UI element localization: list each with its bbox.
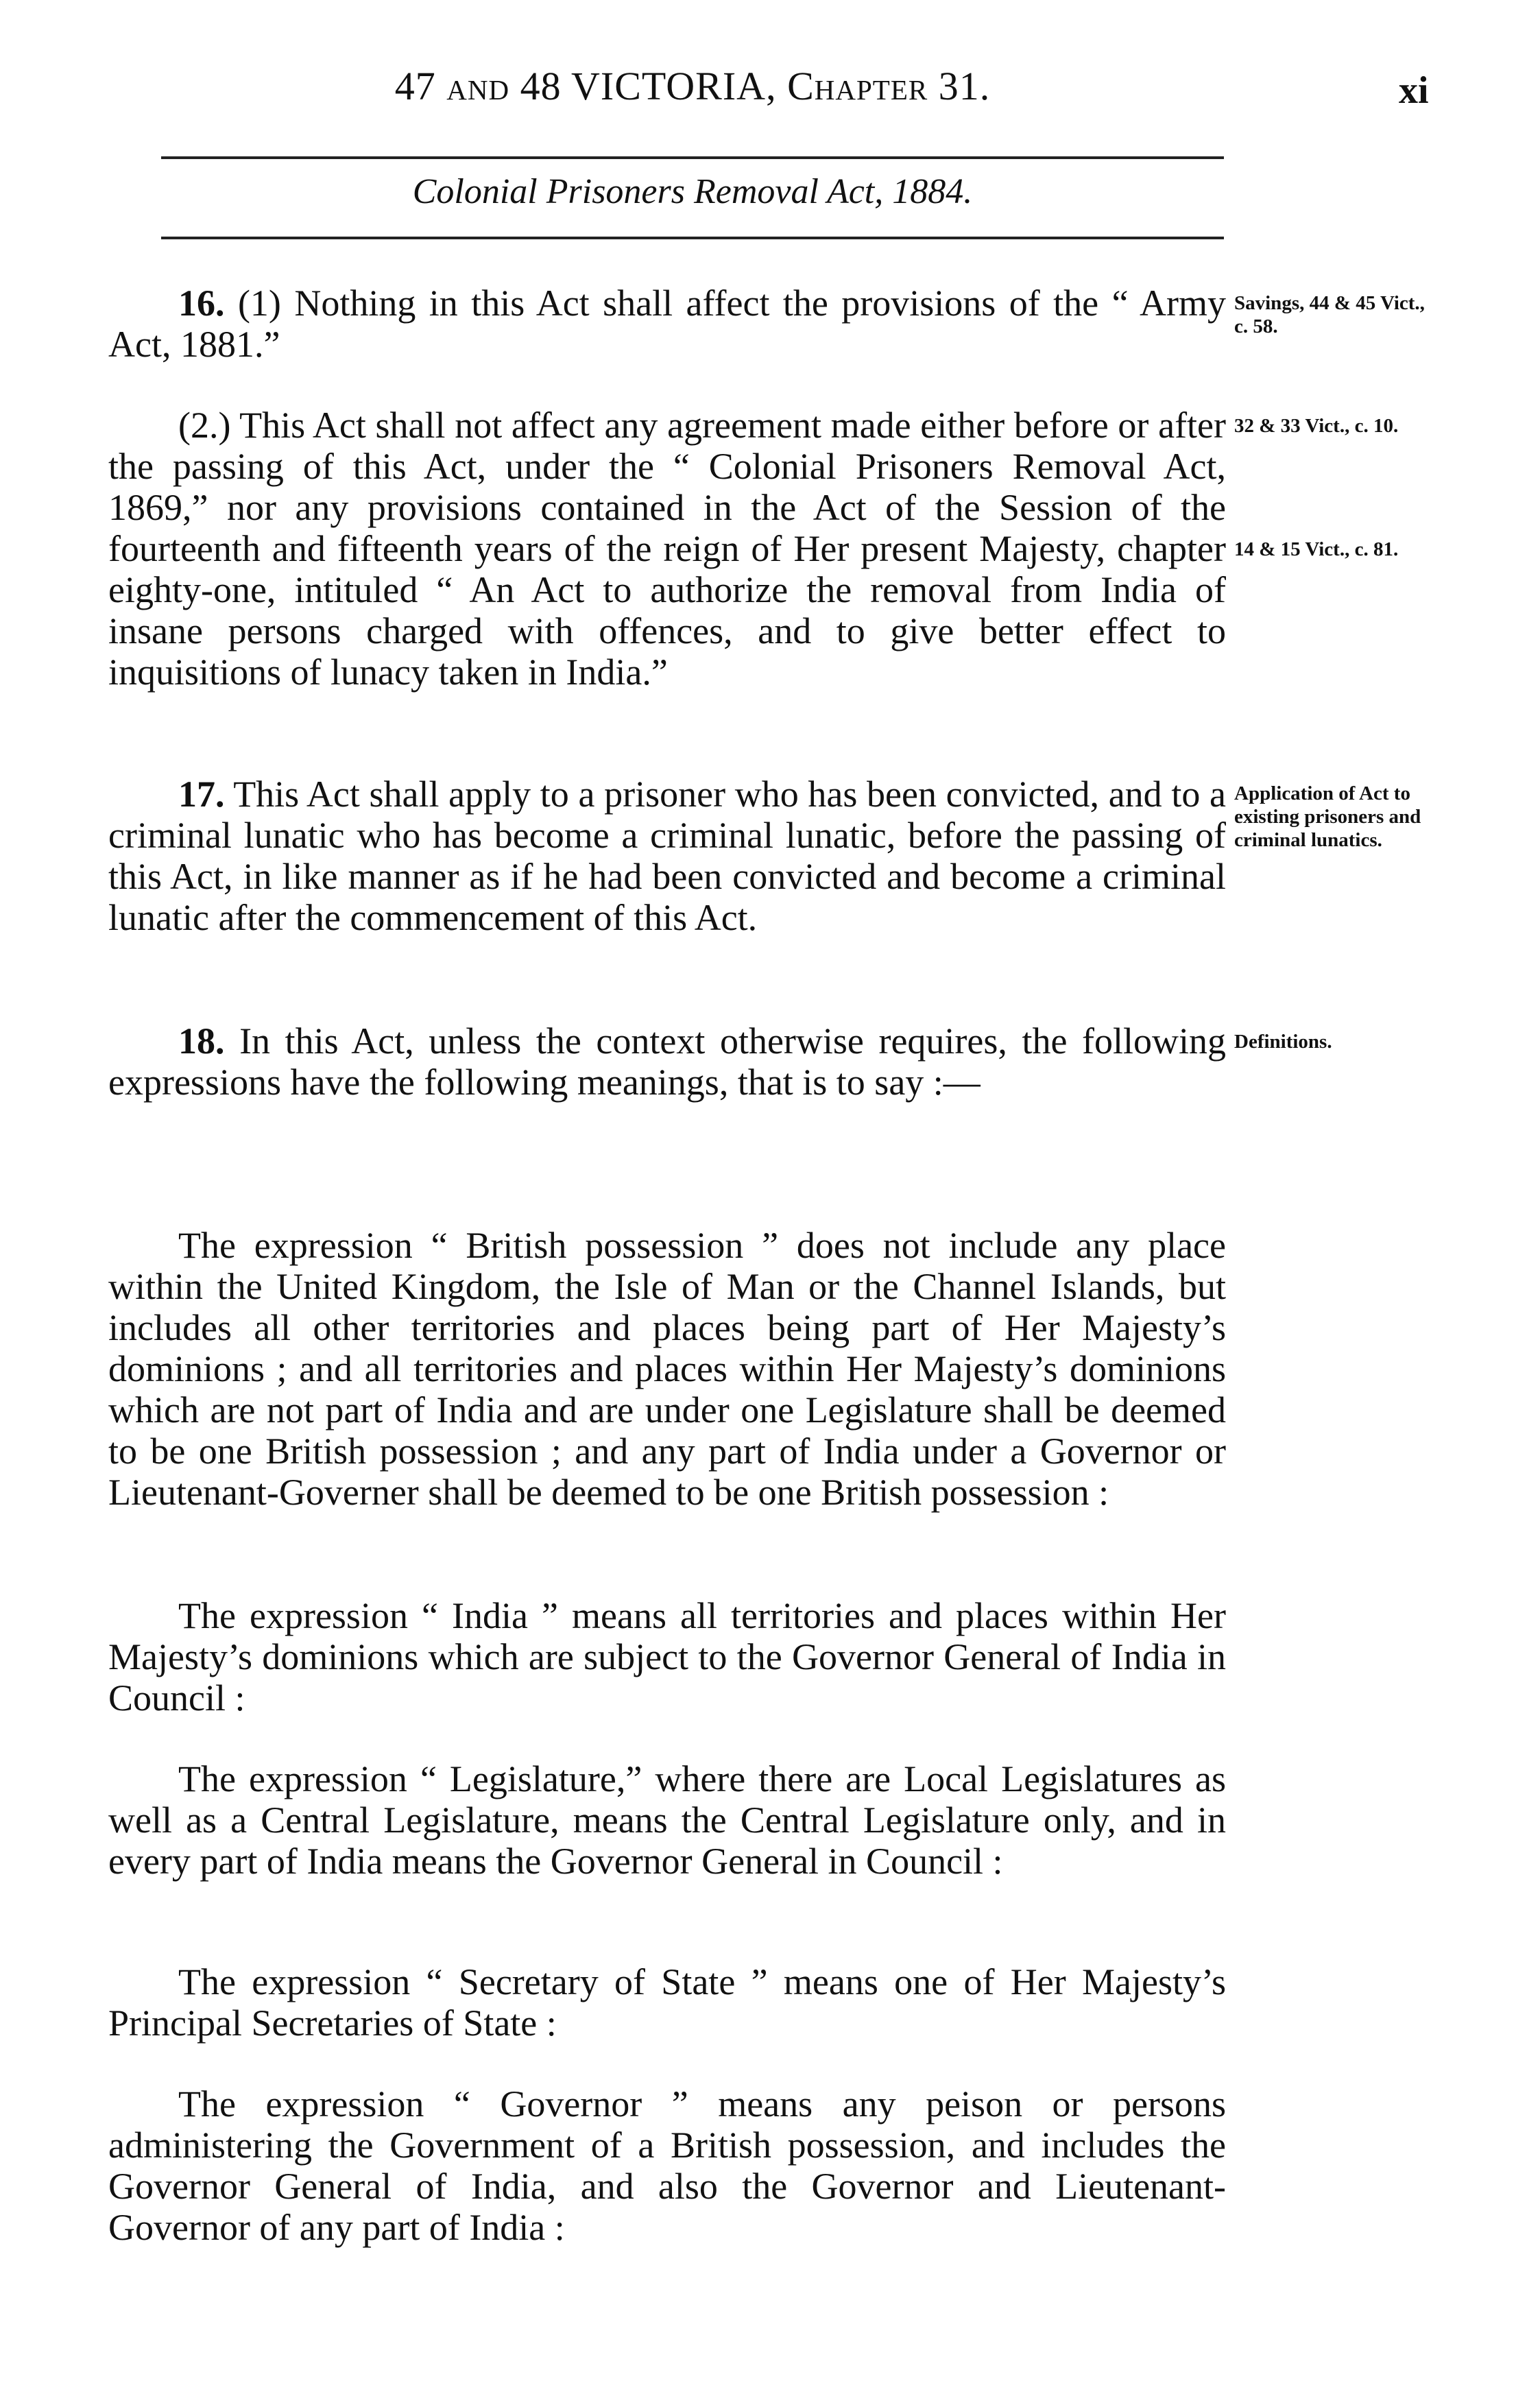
running-head-chapter: hapter [814,64,928,108]
running-head [165,63,1220,109]
header-rule-bottom [161,237,1224,239]
section-text: This Act shall apply to a prisoner who has been convicted, and to a criminal lunatic who has become a criminal lunatic, before the passing of this Act, in like manner as if he had been convicted and become a criminal lunatic after the commencement of this Act. [108,774,1226,938]
running-head-post: 31. [928,64,991,108]
running-head-and: and [446,64,510,108]
running-head-mid: 48 VICTORIA, C [509,64,815,108]
page-number: xi [1399,69,1429,112]
section-text: (2.) This Act shall not affect any agreement made either before or after the passing of this Act, under the “ Colonial Prisoners Removal Act, 1869,” nor any provisions contained in the Act of the Session of the fourteenth and fifteenth years of the reign of Her present Majesty, chapter eighty-one, intituled “ An Act to authorize the removal from India of insane persons charged with offences, and to give better effect to inquisitions of lunacy taken in India.” [108,405,1226,693]
definition-legislature: The expression “ Legislature,” where there are Local Legislatures as well as a Central Legislature, means the Central Legislature only, and in every part of India means the Governor General in Council : [108,1758,1226,1882]
section-text: In this Act, unless the context otherwise requires, the following expressions have the following meanings, that is to say :— [108,1020,1226,1103]
margin-note-savings: Savings, 44 & 45 Vict., c. 58. [1234,292,1425,337]
definition-india: The expression “ India ” means all territories and places within Her Majesty’s dominions which are subject to the Governor General of India in Council : [108,1595,1226,1719]
header-rule-top [161,156,1224,159]
section-text: (1) Nothing in this Act shall affect the provisions of the “ Army Act, 1881.” [108,283,1226,365]
section-number: 18. [178,1020,225,1062]
section-16-2 [108,405,1226,693]
margin-note-14-15-vict: 14 & 15 Vict., c. 81. [1234,538,1399,560]
running-head-pre: 47 [394,64,447,108]
section-16-1 [108,283,1226,365]
definition-secretary-of-state: The expression “ Secretary of State ” means one of Her Majesty’s Principal Secretaries of State : [108,1961,1226,2044]
margin-note-application: Application of Act to existing prisoners and criminal lunatics. [1234,782,1421,851]
act-title: Colonial Prisoners Removal Act, 1884. [412,172,973,211]
section-number: 17. [178,774,225,815]
margin-note-definitions: Definitions. [1234,1031,1332,1053]
section-17 [108,774,1226,938]
margin-note-32-33-vict: 32 & 33 Vict., c. 10. [1234,415,1399,437]
definition-british-possession: The expression “ British possession ” does not include any place within the United Kingdom, the Isle of Man or the Channel Islands, but includes all other territories and places being part of Her Majesty’s dominions ; and all territories and places within Her Majesty’s dominions which are not part of India and are under one Legislature shall be deemed to be one British possession ; and any part of India under a Governor or Lieutenant-Governer shall be deemed to be one British possession : [108,1225,1226,1513]
section-18 [108,1020,1226,1103]
definition-governor: The expression “ Governor ” means any peison or persons administering the Government of a British possession, and includes the Governor General of India, and also the Governor and Lieutenant-Governor of any part of India : [108,2083,1226,2248]
section-number: 16. [178,283,225,324]
